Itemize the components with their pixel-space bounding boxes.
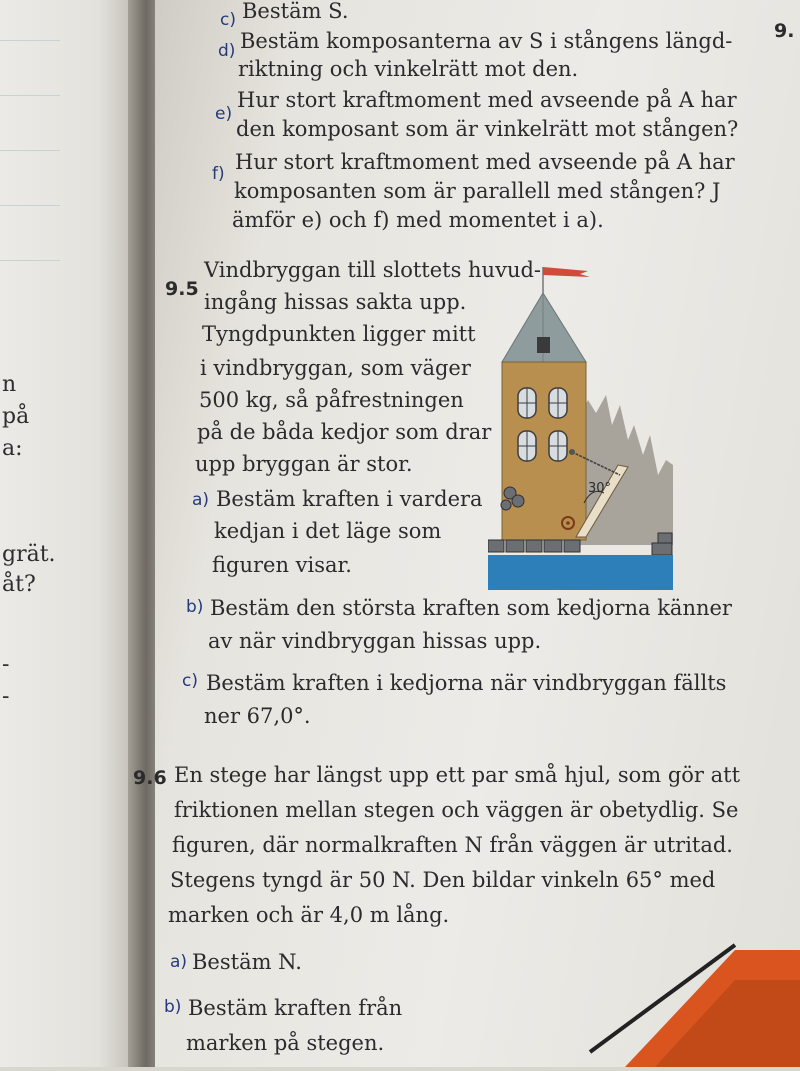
left-fragment: a:	[2, 436, 23, 461]
problem-text: i vindbryggan, som väger	[200, 356, 471, 380]
left-fragment: på	[2, 404, 30, 429]
item-text: Bestäm S.	[242, 0, 349, 23]
item-text: marken på stegen.	[186, 1031, 385, 1055]
left-fragment: -	[2, 652, 10, 677]
problem-number: 9.5	[165, 278, 199, 300]
item-text: komposanten som är parallell med stången? J	[234, 179, 721, 203]
angle-label: 30°	[588, 481, 612, 496]
item-text: figuren visar.	[212, 553, 352, 577]
left-fragment: åt?	[2, 572, 36, 597]
ladder-figure	[585, 940, 800, 1067]
item-text: Hur stort kraftmoment med avseende på A har	[235, 150, 735, 174]
problem-text: upp bryggan är stor.	[195, 452, 413, 476]
item-label: d)	[218, 41, 236, 61]
item-label: a)	[170, 952, 188, 972]
grid-line	[0, 150, 60, 151]
problem-text: friktionen mellan stegen och väggen är obetydlig. Se	[174, 798, 739, 822]
grid-line	[0, 40, 60, 41]
item-text: Bestäm kraften i vardera	[216, 487, 483, 511]
item-label: b)	[186, 597, 204, 617]
item-text: riktning och vinkelrätt mot den.	[238, 57, 579, 81]
item-label: e)	[215, 104, 233, 124]
item-label: f)	[212, 164, 225, 184]
problem-text: Tyngdpunkten ligger mitt	[202, 322, 476, 346]
item-text: den komposant som är vinkelrätt mot stången?	[236, 117, 739, 141]
item-text: Bestäm den största kraften som kedjorna känner	[210, 596, 732, 620]
item-text: Bestäm komposanterna av S i stångens längd-	[240, 29, 733, 53]
item-text: kedjan i det läge som	[214, 519, 442, 543]
item-text: Bestäm kraften från	[188, 996, 403, 1020]
item-text: Bestäm N.	[192, 950, 302, 974]
item-text: Hur stort kraftmoment med avseende på A har	[237, 88, 737, 112]
item-label: c)	[220, 10, 236, 30]
grid-line	[0, 95, 60, 96]
problem-text: 500 kg, så påfrestningen	[199, 388, 464, 412]
left-fragment: -	[2, 684, 10, 709]
problem-text: Stegens tyngd är 50 N. Den bildar vinkeln 65° med	[170, 868, 716, 892]
item-label: a)	[192, 490, 210, 510]
grid-line	[0, 205, 60, 206]
item-text: ner 67,0°.	[204, 704, 311, 728]
problem-text: på de båda kedjor som drar	[197, 420, 492, 444]
item-label: b)	[164, 997, 182, 1017]
left-fragment: n	[2, 372, 17, 397]
page-number: 9.	[774, 20, 795, 42]
item-text: ämför e) och f) med momentet i a).	[232, 208, 604, 232]
problem-text: Vindbryggan till slottets huvud-	[204, 258, 542, 282]
left-page	[0, 0, 140, 1067]
problem-text: En stege har längst upp ett par små hjul, som gör att	[174, 763, 741, 787]
item-text: av när vindbryggan hissas upp.	[208, 629, 542, 653]
item-label: c)	[182, 671, 198, 691]
problem-text: ingång hissas sakta upp.	[204, 290, 467, 314]
item-text: Bestäm kraften i kedjorna när vindbryggan fällts	[206, 671, 727, 695]
problem-number: 9.6	[133, 767, 167, 789]
problem-text: marken och är 4,0 m lång.	[168, 903, 450, 927]
problem-text: figuren, där normalkraften N från väggen är utritad.	[172, 833, 733, 857]
grid-line	[0, 260, 60, 261]
left-fragment: grät.	[2, 542, 56, 567]
drawbridge-figure	[488, 255, 673, 590]
